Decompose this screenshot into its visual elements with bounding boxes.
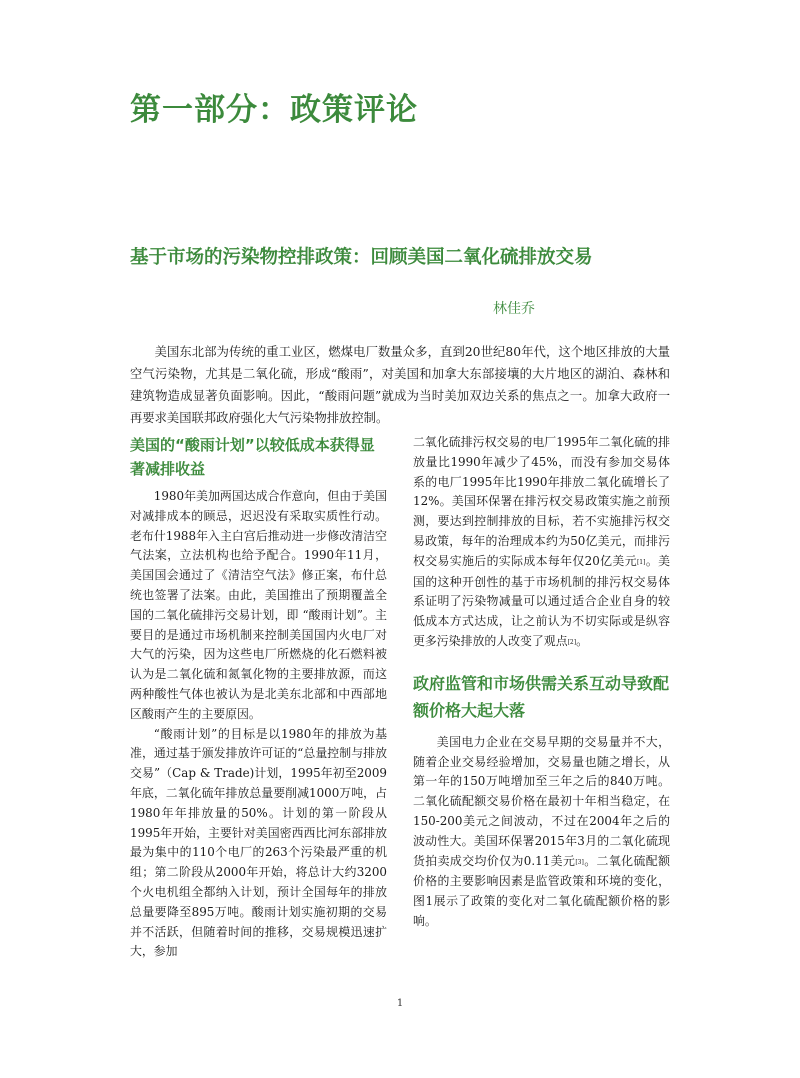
intro-paragraph: 美国东北部为传统的重工业区，燃煤电厂数量众多，直到20世纪80年代，这个地区排放的大量空气污染物，尤其是二氧化硫，形成“酸雨”，对美国和加拿大东部接壤的大片地区的湖泊、森林和建筑物造成显著负面影响。因此，“酸雨问题”就成为当时美加双边关系的焦点之一。加拿大政府一再要求美国联邦政府强化大气污染物排放控制。 [130, 345, 670, 425]
page-number: 1 [396, 998, 404, 1009]
text-run: 。 [576, 633, 588, 648]
section-heading-price-volatility: 政府监管和市场供需关系互动导致配额价格大起大落 [413, 673, 670, 720]
text-run: 美国电力企业在交易早期的交易量并不大，随着企业交易经验增加，交易量也随之增长，从第一年的150万吨增加至三年之后的840万吨。二氧化硫配额交易价格在最初十年相当稳定，在150-200美元之间波动，不过在2004年之后的波动性大。美国环保署2015年3月的二氧化硫现货拍卖成交均价仅为0.11美元 [413, 734, 670, 868]
section-heading-acid-rain: 美国的“酸雨计划”以较低成本获得显著减排收益 [130, 436, 375, 478]
text-run: 。二氧化硫配额价格的主要影响因素是监管政策和环境的变化，图1展示了政策的变化对二氧化硫配额价格的影响。 [413, 853, 670, 928]
citation-ref: [2] [567, 638, 577, 646]
text-run: 二氧化硫排污权交易的电厂1995年二氧化硫的排放量比1990年减少了45%，而没有参加交易体系的电厂1995年比1990年排放二氧化硫增长了12%。美国环保署在排污权交易政策实施之前预测，要达到控制排放的目标，若不实施排污权交易政策，每年的治理成本约为50亿美元，而排污权交易实施后的实际成本每年仅20亿美元 [413, 435, 670, 568]
citation-ref: [1] [636, 558, 646, 566]
part-title: 第一部分：政策评论 [130, 92, 418, 128]
citation-ref: [3] [575, 858, 584, 866]
left-column [130, 433, 387, 962]
right-column [413, 433, 670, 932]
author: 林佳乔 [493, 301, 535, 317]
text-run: 。美国的这种开创性的基于市场机制的排污权交易体系证明了污染物减量可以通过适合企业自身的较低成本方式达成，让之前认为不切实际或是纵容更多污染排放的人改变了观点 [413, 553, 670, 648]
body-paragraph [413, 433, 670, 653]
body-paragraph: “酸雨计划”的目标是以1980年的排放为基准，通过基于颁发排放许可证的“总量控制与排放交易”（Cap & Trade)计划，1995年初至2009年底，二氧化硫年排放总量要削减1000万吨，占1980年年排放量的50%。计划的第一阶段从1995年开始，主要针对美国密西西比河东部排放最为集中的110个电厂的263个污染最严重的机组；第二阶段从2000年开始，将总计大约3200个火电机组全都纳入计划，预计全国每年的排放总量要降至895万吨。酸雨计划实施初期的交易并不活跃，但随着时间的推移，交易规模迅速扩大，参加 [130, 726, 387, 959]
article-title: 基于市场的污染物控排政策：回顾美国二氧化硫排放交易 [130, 247, 593, 268]
body-paragraph [413, 733, 670, 932]
body-paragraph: 1980年美加两国达成合作意向，但由于美国对减排成本的顾忌，迟迟没有采取实质性行动。老布什1988年入主白宫后推动进一步修改清洁空气法案，立法机构也给予配合。1990年11月，美国国会通过了《清洁空气法》修正案，布什总统也签署了法案。由此，美国推出了预期覆盖全国的二氧化硫排污交易计划，即 “酸雨计划”。主要目的是通过市场机制来控制美国国内火电厂对大气的污染，因为这些电厂所燃烧的化石燃料被认为是二氧化硫和氮氧化物的主要排放源，而这两种酸性气体也被认为是北美东北部和中西部地区酸雨产生的主要原因。 [130, 489, 387, 721]
